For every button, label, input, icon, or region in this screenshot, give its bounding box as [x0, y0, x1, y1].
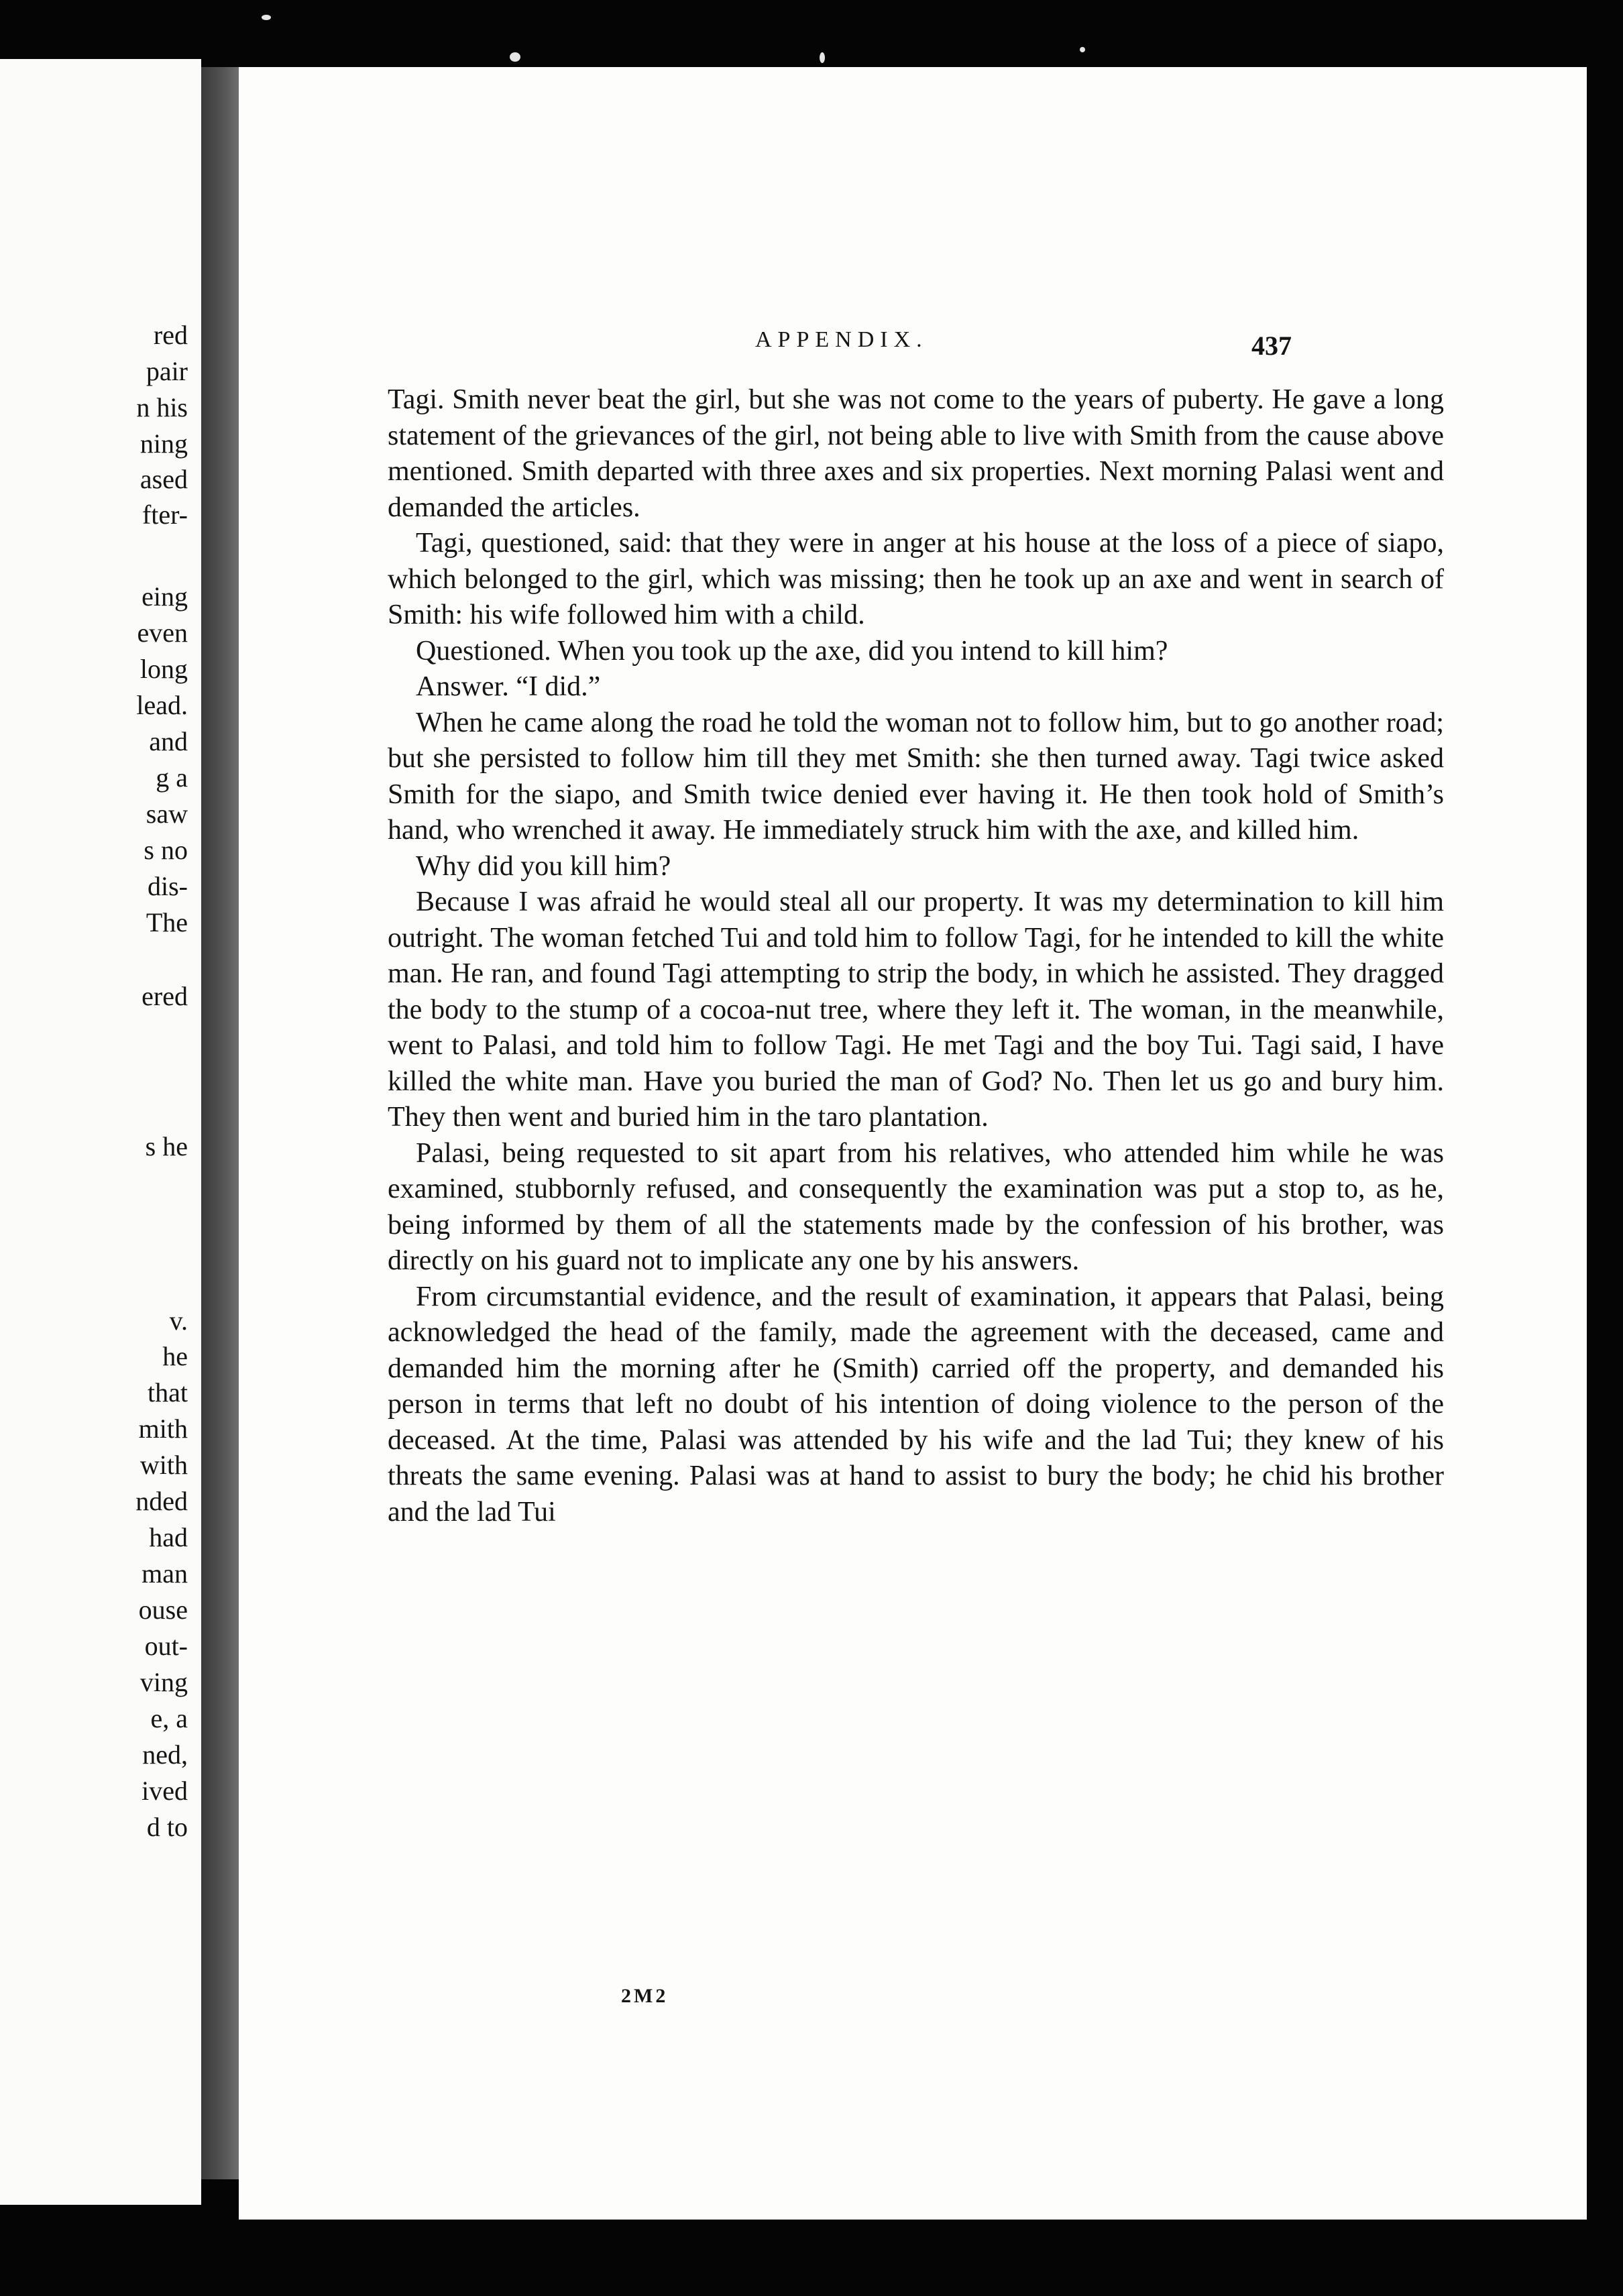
printer-signature-mark: 2M2	[621, 1985, 669, 2007]
previous-page-line-end: ived	[142, 1776, 188, 1806]
previous-page-line-end: ned,	[142, 1739, 188, 1770]
dust-speck	[1080, 47, 1085, 52]
previous-page-text-fragments	[27, 59, 188, 2205]
book-gutter	[201, 67, 239, 2179]
previous-page-line-end: even	[137, 618, 188, 648]
previous-page-line-end: v.	[169, 1306, 188, 1336]
previous-page-line-end: ving	[139, 1667, 188, 1697]
previous-page-line-end: The	[146, 907, 188, 937]
previous-page-line-end: dis-	[148, 871, 188, 901]
paragraph: Because I was afraid he would steal all our property. It was my determination to kill him outright. The woman fetched Tui and told him to follow Tagi, for he intended to kill the white man. He ran, and found Tagi attempting to strip the body, in which he assisted. They dragged the body to the stump of a cocoa-nut tree, where they left it. The woman, in the meanwhile, went to Palasi, and told him to follow Tagi. He met Tagi and the boy Tui. Tagi said, I have killed the white man. Have you buried the man of God? No. Then let us go and bury him. They then went and buried him in the taro plantation.	[388, 886, 1444, 1133]
previous-page-line-end: ased	[139, 464, 188, 494]
paragraph: Tagi. Smith never beat the girl, but she was not come to the years of puberty. He gave a long statement of the grievances of the girl, not being able to live with Smith from the cause above mentioned. Smith departed with three axes and six properties. Next morning Palasi went and demanded the articles.	[388, 384, 1444, 523]
paragraph: Tagi, questioned, said: that they were in anger at his house at the loss of a piece of siapo, which belonged to the girl, which was missing; then he took up an axe and went in search of Smith: his wife followed him with a child.	[388, 528, 1444, 630]
previous-page-line-end: fter-	[142, 500, 188, 530]
dust-speck	[820, 52, 825, 63]
previous-page-line-end: and	[149, 726, 188, 756]
page-body	[388, 382, 1444, 1530]
previous-page-line-end: e, a	[150, 1703, 188, 1733]
paragraph: Palasi, being requested to sit apart from his relatives, who attended him while he was examined, stubbornly refused, and consequently the examination was put a stop to, as he, being informed by them of all the statements made by the confession of his brother, was directly on his guard not to implicate any one by his answers.	[388, 1137, 1444, 1276]
previous-page-line-end: had	[149, 1522, 188, 1552]
previous-page-line-end: man	[142, 1558, 188, 1589]
running-header: APPENDIX.	[755, 327, 928, 352]
paragraph: Why did you kill him?	[416, 850, 671, 882]
previous-page-line-end: s no	[144, 835, 188, 865]
previous-page-line-end: he	[162, 1341, 188, 1371]
paragraph: From circumstantial evidence, and the result of examination, it appears that Palasi, being acknowledged the head of the family, made the agreement with the deceased, came and demanded him the morning after he (Smith) carried off the property, and demanded his person in terms that left no doubt of his intention of doing violence to the person of the deceased. At the time, Palasi was attended by his wife and the lad Tui; they knew of his threats the same evening. Palasi was at hand to assist to bury the body; he chid his brother and the lad Tui	[388, 1281, 1444, 1528]
previous-page-line-end: mith	[138, 1414, 188, 1444]
page-number: 437	[1251, 331, 1292, 361]
previous-page-line-end: s he	[145, 1131, 188, 1161]
previous-page-line-end: out-	[144, 1631, 188, 1661]
previous-page-line-end: eing	[142, 581, 188, 612]
dust-speck	[262, 15, 271, 20]
previous-page-line-end: nded	[135, 1486, 188, 1516]
dust-speck	[510, 52, 520, 62]
previous-page-line-end: n his	[136, 392, 188, 422]
previous-page-line-end: saw	[146, 799, 188, 829]
paragraph: Answer. “I did.”	[416, 671, 601, 702]
paragraph: When he came along the road he told the woman not to follow him, but to go another road; but she persisted to follow him till they met Smith: she then turned away. Tagi twice asked Smith for the siapo, and Smith twice denied ever having it. He then took hold of Smith’s hand, who wrenched it away. He immediately struck him with the axe, and killed him.	[388, 707, 1444, 846]
previous-page-line-end: ouse	[138, 1595, 188, 1625]
previous-page-line-end: pair	[146, 356, 188, 386]
previous-page-line-end: lead.	[136, 690, 188, 720]
previous-page-line-end: ning	[139, 428, 188, 459]
previous-page-line-end: d to	[146, 1812, 188, 1842]
previous-page-line-end: with	[139, 1450, 188, 1480]
book-page	[239, 67, 1587, 2220]
paragraph: Questioned. When you took up the axe, did you intend to kill him?	[416, 635, 1168, 667]
previous-page-line-end: g a	[156, 762, 188, 793]
previous-page-line-end: ered	[142, 981, 188, 1011]
previous-page	[0, 59, 201, 2205]
previous-page-line-end: red	[153, 320, 188, 350]
previous-page-line-end: long	[139, 654, 188, 684]
previous-page-line-end: that	[148, 1377, 188, 1408]
